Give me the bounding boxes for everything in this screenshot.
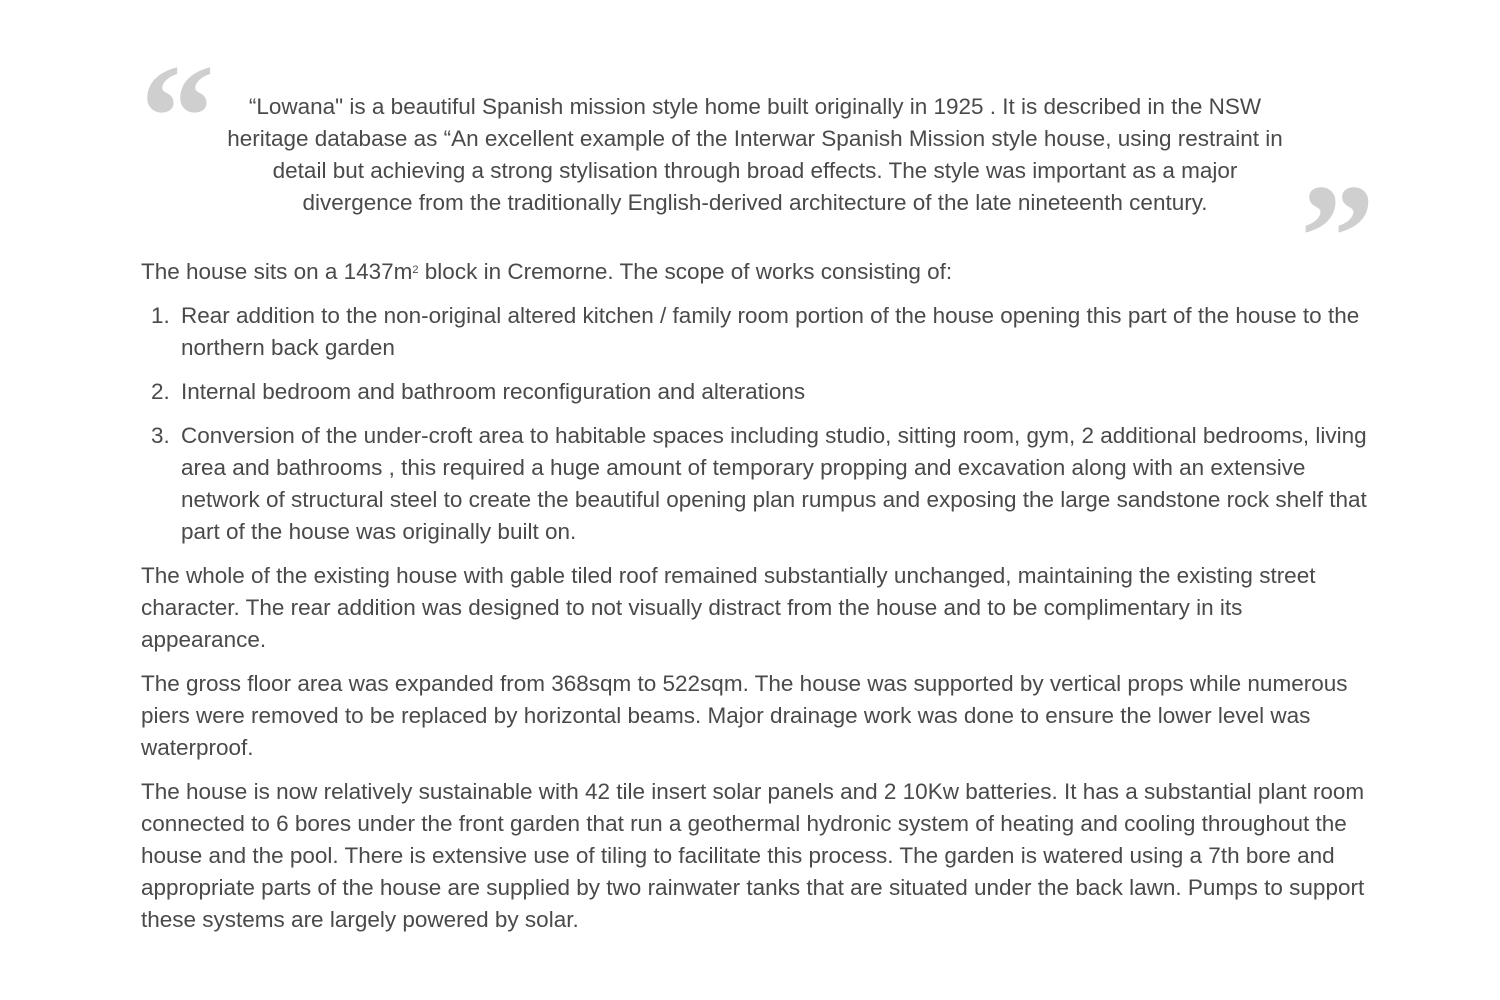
list-number: 1. [151,303,170,328]
close-quote-mark: ” [1300,154,1361,320]
intro-paragraph [141,256,1371,288]
list-item-text: Internal bedroom and bathroom reconfiguration and alterations [181,379,806,404]
intro-text-cont: block in Cremorne. The scope of works consisting of: [418,259,953,284]
document-body [141,256,1371,948]
list-item [141,376,1371,408]
list-item-text: Conversion of the under-croft area to habitable spaces including studio, sitting room, gym, 2 additional bedrooms, living area and bathrooms , this required a huge amount of temporary propping and excavation along with an extensive network of structural steel to create the beautiful opening plan rumpus and exposing the large sandstone rock shelf that part of the house was originally built on. [181,423,1367,544]
quote-line: divergence from the traditionally English-derived architecture of the late nineteenth century. [302,190,1208,215]
heritage-quote [200,91,1310,219]
quote-line: “Lowana" is a beautiful Spanish mission style home built originally in 1925 . It is described in the NSW [248,94,1262,119]
quote-line: detail but achieving a strong stylisation through broad effects. The style was important as a major [272,158,1238,183]
list-number: 2. [151,379,170,404]
superscript-two: 2 [412,264,419,276]
list-item-text: Rear addition to the non-original altered kitchen / family room portion of the house opening this part of the house to the northern back garden [181,303,1360,360]
intro-text: The house sits on a 1437m [141,259,413,284]
list-number: 3. [151,423,170,448]
quote-line: heritage database as “An excellent example of the Interwar Spanish Mission style house, using restraint in [227,126,1283,151]
scope-of-works-list [141,300,1371,548]
paragraph-street-character: The whole of the existing house with gable tiled roof remained substantially unchanged, maintaining the existing street character. The rear addition was designed to not visually distract from the house and to be complimentary in its appearance. [141,563,1316,652]
paragraph-sustainability: The house is now relatively sustainable with 42 tile insert solar panels and 2 10Kw batteries. It has a substantial plant room connected to 6 bores under the front garden that run a geothermal hydronic system of heating and cooling throughout the house and the pool. There is extensive use of tiling to facilitate this process. The garden is watered using a 7th bore and appropriate parts of the house are supplied by two rainwater tanks that are situated under the back lawn. Pumps to support these systems are largely powered by solar. [141,779,1365,932]
list-item [141,300,1371,364]
paragraph-floor-area: The gross floor area was expanded from 368sqm to 522sqm. The house was supported by vertical props while numerous piers were removed to be replaced by horizontal beams. Major drainage work was done to ensure the lower level was waterproof. [141,671,1348,760]
open-quote-mark: “ [140,34,201,200]
list-item [141,420,1371,548]
